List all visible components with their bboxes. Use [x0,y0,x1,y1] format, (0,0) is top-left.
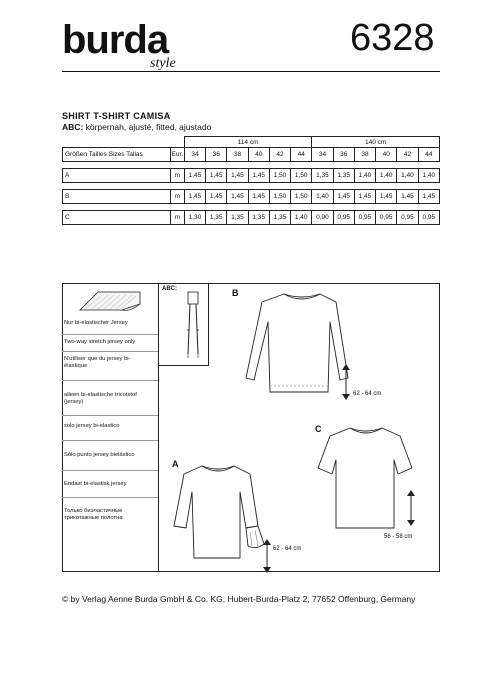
notes-divider [62,351,158,352]
eur-label: Eur. [170,148,184,162]
value-cell: 1,40 [291,211,312,225]
notes-divider [62,380,158,381]
value-cell: 1,45 [248,190,269,204]
fabric-requirements-table [62,136,440,225]
row-unit: m [170,190,184,204]
size-cell: 38 [354,148,375,162]
table-row-c [63,211,440,225]
value-cell: 1,40 [397,169,418,183]
view-a-length-arrow [262,537,272,577]
value-cell: 1,50 [269,190,290,204]
value-cell: 1,40 [312,190,333,204]
garment-title: SHIRT T-SHIRT CAMISA [62,111,171,121]
table-row-a [63,169,440,183]
value-cell: 1,50 [269,169,290,183]
row-unit: m [170,211,184,225]
notes-divider [62,415,158,416]
note-fr: N'utiliser que du jersey bi-élastique [64,356,131,369]
size-cell: 36 [333,148,354,162]
size-cell: 34 [184,148,205,162]
value-cell: 1,40 [354,169,375,183]
brand-logo-sub: style [150,56,176,71]
size-cell: 40 [376,148,397,162]
note-sv: Endast bi-elastisk jersey [64,481,127,487]
value-cell: 1,35 [312,169,333,183]
view-b-label: B [232,288,239,298]
value-cell: 0,95 [354,211,375,225]
fit-description [62,122,211,132]
sizes-label: Größen Tailles Sizes Tallas [63,148,171,162]
view-b-length-arrow [341,362,351,402]
brand-logo: burda [62,18,169,62]
view-a-label: A [172,459,179,469]
value-cell: 1,35 [206,211,227,225]
value-cell: 1,30 [184,211,205,225]
fit-text: körpernah, ajusté, fitted, ajustado [83,122,212,132]
value-cell: 1,45 [333,190,354,204]
value-cell: 1,45 [206,190,227,204]
value-cell: 1,45 [184,190,205,204]
width-114-header: 114 cm [184,137,312,148]
view-b-sketch [240,288,350,406]
value-cell: 1,40 [418,169,439,183]
note-es: Sólo punto jersey bielástico [64,452,135,458]
size-cell: 34 [312,148,333,162]
view-c-measure: 56 - 58 cm [384,534,413,540]
note-it: solo jersey bi-elastico [64,423,120,429]
value-cell: 1,45 [376,190,397,204]
value-cell: 1,35 [227,211,248,225]
view-c-sketch [314,424,414,532]
value-cell: 0,95 [376,211,397,225]
width-140-header: 140 cm [312,137,440,148]
needle-label: ABC: [162,286,177,292]
value-cell: 1,50 [291,169,312,183]
value-cell: 1,45 [227,169,248,183]
value-cell: 1,50 [291,190,312,204]
value-cell: 1,45 [354,190,375,204]
size-cell: 38 [227,148,248,162]
value-cell: 1,45 [397,190,418,204]
value-cell: 0,90 [312,211,333,225]
notes-divider [62,497,158,498]
note-en: Two-way stretch jersey only [64,339,136,345]
value-cell: 0,95 [418,211,439,225]
panel-divider-needle [208,283,209,365]
value-cell: 1,35 [269,211,290,225]
table-width-header-row [63,137,440,148]
twin-needle-icon [178,290,208,362]
note-nl: alleen bi-elastische tricotstof (jersey) [64,392,137,405]
value-cell: 0,95 [333,211,354,225]
table-row-b [63,190,440,204]
row-view-label: B [63,190,171,204]
notes-divider [62,334,158,335]
value-cell: 1,45 [418,190,439,204]
needle-box-bottom [158,365,209,366]
row-unit: m [170,169,184,183]
view-b-measure: 62 - 64 cm [353,391,382,397]
note-de: Nur bi-elastischer Jersey [64,320,128,326]
size-cell: 42 [397,148,418,162]
table-size-header-row [63,148,440,162]
value-cell: 1,35 [248,211,269,225]
size-cell: 44 [291,148,312,162]
value-cell: 1,40 [376,169,397,183]
panel-divider-left [158,283,159,572]
view-a-sketch [168,462,268,570]
stretch-fabric-icon [78,288,148,314]
size-cell: 40 [248,148,269,162]
size-cell: 42 [269,148,290,162]
notes-divider [62,440,158,441]
size-cell: 44 [418,148,439,162]
pattern-number: 6328 [350,17,435,59]
value-cell: 1,35 [333,169,354,183]
fit-prefix: ABC: [62,122,84,132]
view-a-measure: 62 - 64 cm [273,546,302,552]
value-cell: 1,45 [248,169,269,183]
row-view-label: A [63,169,171,183]
view-c-label: C [315,424,322,434]
row-view-label: C [63,211,171,225]
size-cell: 36 [206,148,227,162]
header-rule [62,71,440,72]
value-cell: 1,45 [206,169,227,183]
value-cell: 1,45 [184,169,205,183]
value-cell: 1,45 [227,190,248,204]
value-cell: 0,95 [397,211,418,225]
view-c-length-arrow [406,488,416,528]
note-ru: Только биэластичные трикотажные полотна [64,508,123,521]
copyright-footer: © by Verlag Aenne Burda GmbH & Co. KG, Hubert-Burda-Platz 2, 77652 Offenburg, Germany [62,594,416,604]
notes-divider [62,470,158,471]
